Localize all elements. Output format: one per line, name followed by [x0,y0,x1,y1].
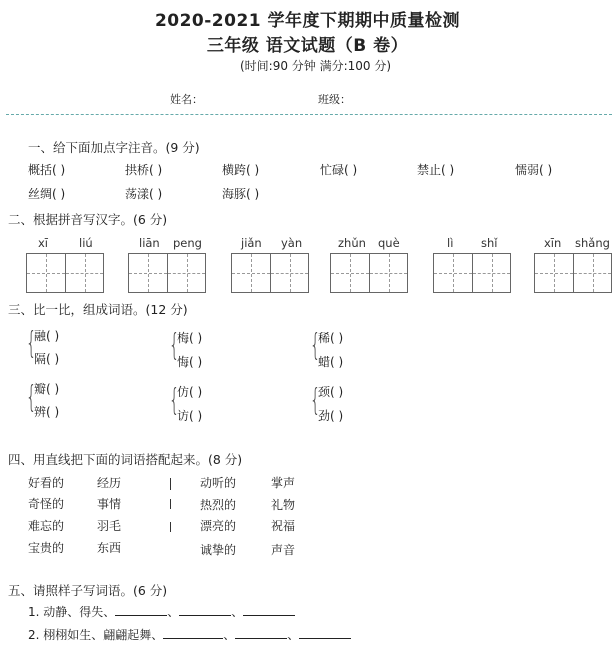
q4-title: 四、用直线把下面的词语搭配起来。(8 分) [8,452,243,467]
separator-line [170,478,171,490]
exam-title: 2020-2021 学年度下期期中质量检测 [154,11,461,31]
q1-item: 荡漾( ) [125,187,163,201]
q5-title: 五、请照样子写词语。(6 分) [8,583,168,598]
answer-blank[interactable] [179,604,231,616]
writing-grid[interactable] [330,253,408,293]
writing-grid[interactable] [534,253,612,293]
compare-item: 稀( ) [318,331,344,345]
compare-item: 辨( ) [34,405,60,419]
compare-item: 仿( ) [177,385,203,399]
writing-grid[interactable] [231,253,309,293]
class-label: 班级： [318,93,351,106]
answer-blank[interactable] [243,604,295,616]
exam-subtitle: 三年级 语文试题（B 卷） [206,36,409,56]
match-word-left: 东西 [97,541,122,555]
divider [6,114,612,115]
compare-item: 访( ) [177,409,203,423]
compare-item: 瓣( ) [34,382,60,396]
compare-item: 劲( ) [318,409,344,423]
match-word-right: 诚挚的 [200,543,237,557]
pinyin: shǎng [575,236,610,250]
match-word-right: 祝福 [271,519,296,533]
compare-item: 梅( ) [177,331,203,345]
pinyin: liú [79,236,93,250]
q5-line-2: 2. 栩栩如生、翩翩起舞、 、 、 [28,626,351,643]
match-word-right: 礼物 [271,498,296,512]
match-word-left: 经历 [97,476,122,490]
match-word-right: 掌声 [271,476,296,490]
exam-meta: (时间:90 分钟 满分:100 分) [240,59,392,73]
pinyin: xīn [544,236,562,250]
writing-grid[interactable] [128,253,206,293]
pinyin: jiǎn [241,236,262,250]
q1-item: 概括( ) [28,163,66,177]
q2-title: 二、根据拼音写汉字。(6 分) [8,212,168,227]
compare-item: 悔( ) [177,355,203,369]
pinyin: què [378,236,400,250]
compare-item: 融( ) [34,329,60,343]
pinyin: lì [447,236,454,250]
answer-blank[interactable] [299,627,351,639]
separator-line [170,499,171,509]
q1-item: 忙碌( ) [320,163,358,177]
writing-grid[interactable] [26,253,104,293]
q1-item: 拱桥( ) [125,163,163,177]
q3-title: 三、比一比，组成词语。(12 分) [8,302,188,317]
match-word-right: 热烈的 [200,498,237,512]
name-label: 姓名： [170,93,203,106]
q5-prefix: 1. 动静、得失、 [28,605,116,619]
answer-blank[interactable] [235,627,287,639]
q1-item: 海豚( ) [222,187,260,201]
pinyin: liān [139,236,160,250]
match-word-left: 羽毛 [97,519,122,533]
q5-prefix: 2. 栩栩如生、翩翩起舞、 [28,628,164,642]
q1-item: 横跨( ) [222,163,260,177]
q1-item: 丝绸( ) [28,187,66,201]
q5-line-1: 1. 动静、得失、 、 、 [28,603,295,620]
brace: { [310,383,321,418]
match-word-left: 难忘的 [28,519,65,533]
match-word-right: 动听的 [200,476,237,490]
compare-item: 颈( ) [318,385,344,399]
answer-blank[interactable] [163,627,223,639]
match-word-left: 好看的 [28,476,65,490]
pinyin: peng [173,236,202,250]
q1-item: 懦弱( ) [515,163,553,177]
brace: { [310,328,321,363]
pinyin: xī [38,236,49,250]
q1-title: 一、给下面加点字注音。(9 分) [28,140,200,155]
pinyin: yàn [281,236,303,250]
match-word-left: 奇怪的 [28,497,65,511]
brace: { [169,383,180,418]
pinyin: shǐ [481,236,498,250]
compare-item: 隔( ) [34,352,60,366]
match-word-right: 漂亮的 [200,519,237,533]
match-word-left: 宝贵的 [28,541,65,555]
brace: { [26,380,37,415]
brace: { [26,326,37,361]
compare-item: 蜡( ) [318,355,344,369]
answer-blank[interactable] [115,604,167,616]
separator-line [170,522,171,532]
brace: { [169,328,180,363]
match-word-right: 声音 [271,543,296,557]
writing-grid[interactable] [433,253,511,293]
pinyin: zhǔn [338,236,366,250]
match-word-left: 事情 [97,497,122,511]
q1-item: 禁止( ) [417,163,455,177]
